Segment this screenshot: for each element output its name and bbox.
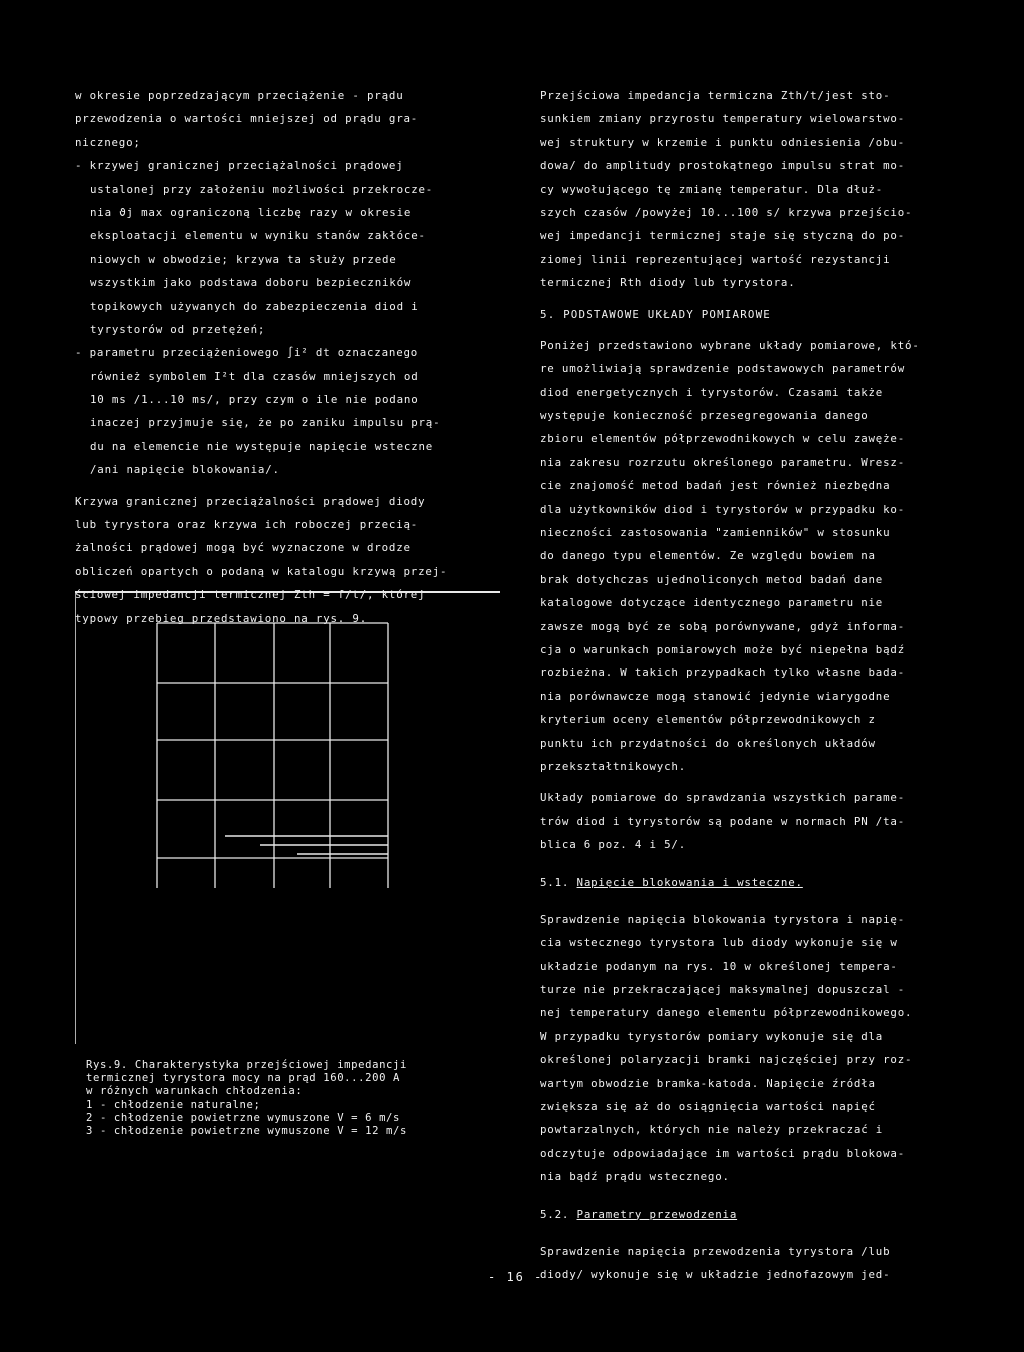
section-number: 5.1.	[540, 875, 570, 889]
text-line: - krzywej granicznej przeciążalności prądowej	[75, 159, 404, 173]
text-line: du na elemencie nie występuje napięcie wsteczne	[90, 439, 434, 453]
text-line: tyrystorów od przetężeń;	[90, 322, 266, 336]
text-line: powtarzalnych, których nie należy przekraczać i	[540, 1123, 884, 1137]
text-line: W przypadku tyrystorów pomiary wykonuje się dla	[540, 1029, 884, 1043]
text-line: Przejściowa impedancja termiczna Zth/t/jest sto-	[540, 89, 891, 102]
text-line: typowy przebieg przedstawiono na rys. 9.	[75, 611, 368, 625]
figure-9-plot	[75, 588, 500, 1048]
para-overload-curve	[75, 154, 503, 341]
text-line: cja o warunkach pomiarowych może być niepełna bądź	[540, 642, 906, 656]
text-line: zawsze mogą być ze sobą porównywane, gdyż informa-	[540, 619, 906, 633]
caption-line: 1 - chłodzenie naturalne;	[86, 1098, 261, 1111]
para-blocking-voltage	[540, 908, 978, 1189]
para-measurement-systems	[540, 334, 978, 778]
text-line: nicznego;	[75, 135, 141, 149]
text-line: sunkiem zmiany przyrostu temperatury wielowarstwo-	[540, 112, 906, 126]
section-5-heading: 5. PODSTAWOWE UKŁADY POMIAROWE	[540, 307, 772, 321]
text-line: cy wywołującego tę zmianę temperatur. Dla dłuż-	[540, 182, 884, 196]
para-thermal-impedance	[540, 84, 978, 295]
right-column	[540, 84, 978, 1287]
text-line: nia bądź prądu wstecznego.	[540, 1170, 730, 1184]
section-number: 5.2.	[540, 1207, 570, 1221]
text-line: w okresie poprzedzającym przeciążenie - prądu	[75, 89, 404, 102]
text-line: nia ϑj max ograniczoną liczbę razy w okresie	[90, 205, 412, 219]
text-line: - parametru przeciążeniowego ∫i² dt oznaczanego	[75, 346, 419, 360]
section-title: Napięcie blokowania i wsteczne.	[576, 875, 803, 889]
text-line: niowych w obwodzie; krzywa ta służy przede	[90, 252, 397, 266]
text-line: zbioru elementów półprzewodnikowych w celu zawęże-	[540, 432, 906, 446]
text-line: cia wstecznego tyrystora lub diody wykonuje się w	[540, 936, 898, 950]
caption-line: termicznej tyrystora mocy na prąd 160...200 A	[86, 1072, 401, 1085]
text-line: dla użytkowników diod i tyrystorów w przypadku ko-	[540, 502, 906, 516]
caption-line: Rys.9. Charakterystyka przejściowej impedancji	[86, 1059, 407, 1071]
text-line: wartym obwodzie bramka-katoda. Napięcie źródła	[540, 1076, 876, 1090]
text-line: topikowych używanych do zabezpieczenia diod i	[90, 299, 419, 313]
text-line: rozbieżna. W takich przypadkach tylko własne bada-	[540, 666, 906, 680]
text-line: Krzywa granicznej przeciążalności prądowej diody	[75, 494, 426, 508]
text-line: występuje konieczność przesegregowania danego	[540, 409, 869, 423]
text-line: inaczej przyjmuje się, że po zaniku impulsu prą-	[90, 416, 441, 430]
text-line: układzie podanym na rys. 10 w określonej tempera-	[540, 959, 898, 973]
text-line: brak dotychczas ujednoliconych metod badań dane	[540, 572, 884, 586]
text-line: odczytuje odpowiadające im wartości prądu blokowa-	[540, 1146, 906, 1160]
caption-line: 2 - chłodzenie powietrzne wymuszone V = 6 m/s	[86, 1111, 401, 1124]
caption-line: w różnych warunkach chłodzenia:	[86, 1085, 303, 1098]
text-line: blica 6 poz. 4 i 5/.	[540, 838, 687, 852]
text-line: wszystkim jako podstawa doboru bezpieczników	[90, 276, 412, 290]
text-line: szych czasów /powyżej 10...100 s/ krzywa przejścio-	[540, 205, 913, 219]
text-line: żalności prądowej mogą być wyznaczone w drodze	[75, 541, 411, 555]
text-line: re umożliwiają sprawdzenie podstawowych parametrów	[540, 362, 906, 376]
text-line: kryterium oceny elementów półprzewodnikowych z	[540, 713, 876, 727]
section-5-1-heading	[540, 871, 978, 894]
text-line: diody/ wykonuje się w układzie jednofazowym jed-	[540, 1268, 891, 1282]
text-line: do danego typu elementów. Ze względu bowiem na	[540, 549, 876, 563]
text-line: nieczności zastosowania "zamienników" w stosunku	[540, 526, 891, 540]
left-column	[75, 84, 503, 630]
text-line: nia porównawcze mogą stanowić jedynie wiarygodne	[540, 689, 891, 703]
para-i2t-parameter	[75, 341, 503, 481]
text-line: nia zakresu rozrzutu określonego parametru. Wresz-	[540, 455, 906, 469]
plot-grid	[157, 623, 388, 888]
text-line: punktu ich przydatności do określonych układów	[540, 736, 876, 750]
text-line: eksploatacji elementu w wyniku stanów zakłóce-	[90, 229, 426, 243]
text-line: diod energetycznych i tyrystorów. Czasami także	[540, 385, 884, 399]
text-line: przekształtnikowych.	[540, 759, 687, 773]
para-forward-parameters	[540, 1240, 978, 1287]
text-line: termicznej Rth diody lub tyrystora.	[540, 276, 796, 290]
text-line: zwiększa się aż do osiągnięcia wartości napięć	[540, 1100, 876, 1114]
text-line: katalogowe dotyczące identycznego parametru nie	[540, 596, 884, 610]
text-line: /ani napięcie blokowania/.	[90, 463, 280, 477]
text-line: określonej polaryzacji bramki najczęściej przy roz-	[540, 1053, 913, 1067]
text-line: dowa/ do amplitudy prostokątnego impulsu strat mo-	[540, 159, 906, 173]
text-line: lub tyrystora oraz krzywa ich roboczej przecią-	[75, 518, 419, 532]
para-prior-overload	[75, 84, 503, 154]
page-number: - 16 -	[488, 1270, 544, 1284]
text-line: Sprawdzenie napięcia blokowania tyrystora i napię-	[540, 912, 906, 926]
text-line: Sprawdzenie napięcia przewodzenia tyrystora /lub	[540, 1244, 891, 1258]
text-line: ustalonej przy założeniu możliwości przekrocze-	[90, 182, 434, 196]
para-standards-reference	[540, 786, 978, 856]
section-5-2-heading	[540, 1203, 978, 1226]
text-line: wej impedancji termicznej staje się styczną do po-	[540, 229, 906, 243]
section-title: Parametry przewodzenia	[576, 1207, 738, 1221]
text-line: ściowej impedancji termicznej Zth = f/t/, której	[75, 588, 426, 602]
text-line: cie znajomość metod badań jest również niezbędna	[540, 479, 891, 493]
text-line: Układy pomiarowe do sprawdzania wszystkich parame-	[540, 791, 906, 805]
text-line: obliczeń opartych o podaną w katalogu krzywą przej-	[75, 564, 448, 578]
text-line: turze nie przekraczającej maksymalnej dopuszczal -	[540, 983, 906, 997]
text-line: przewodzenia o wartości mniejszej od prądu gra-	[75, 112, 419, 126]
text-line: ziomej linii reprezentującej wartość rezystancji	[540, 252, 891, 266]
text-line: nej temperatury danego elementu półprzewodnikowego.	[540, 1006, 913, 1020]
text-line: trów diod i tyrystorów są podane w normach PN /ta-	[540, 814, 906, 828]
text-line: wej struktury w krzemie i punktu odniesienia /obu-	[540, 135, 906, 149]
caption-line: 3 - chłodzenie powietrzne wymuszone V = 12 m/s	[86, 1124, 407, 1137]
figure-9-caption	[86, 1059, 506, 1138]
plot-curves	[225, 836, 388, 854]
text-line: również symbolem I²t dla czasów mniejszych od	[90, 369, 419, 383]
text-line: 10 ms /1...10 ms/, przy czym o ile nie podano	[90, 393, 419, 407]
text-line: Poniżej przedstawiono wybrane układy pomiarowe, któ-	[540, 338, 920, 352]
